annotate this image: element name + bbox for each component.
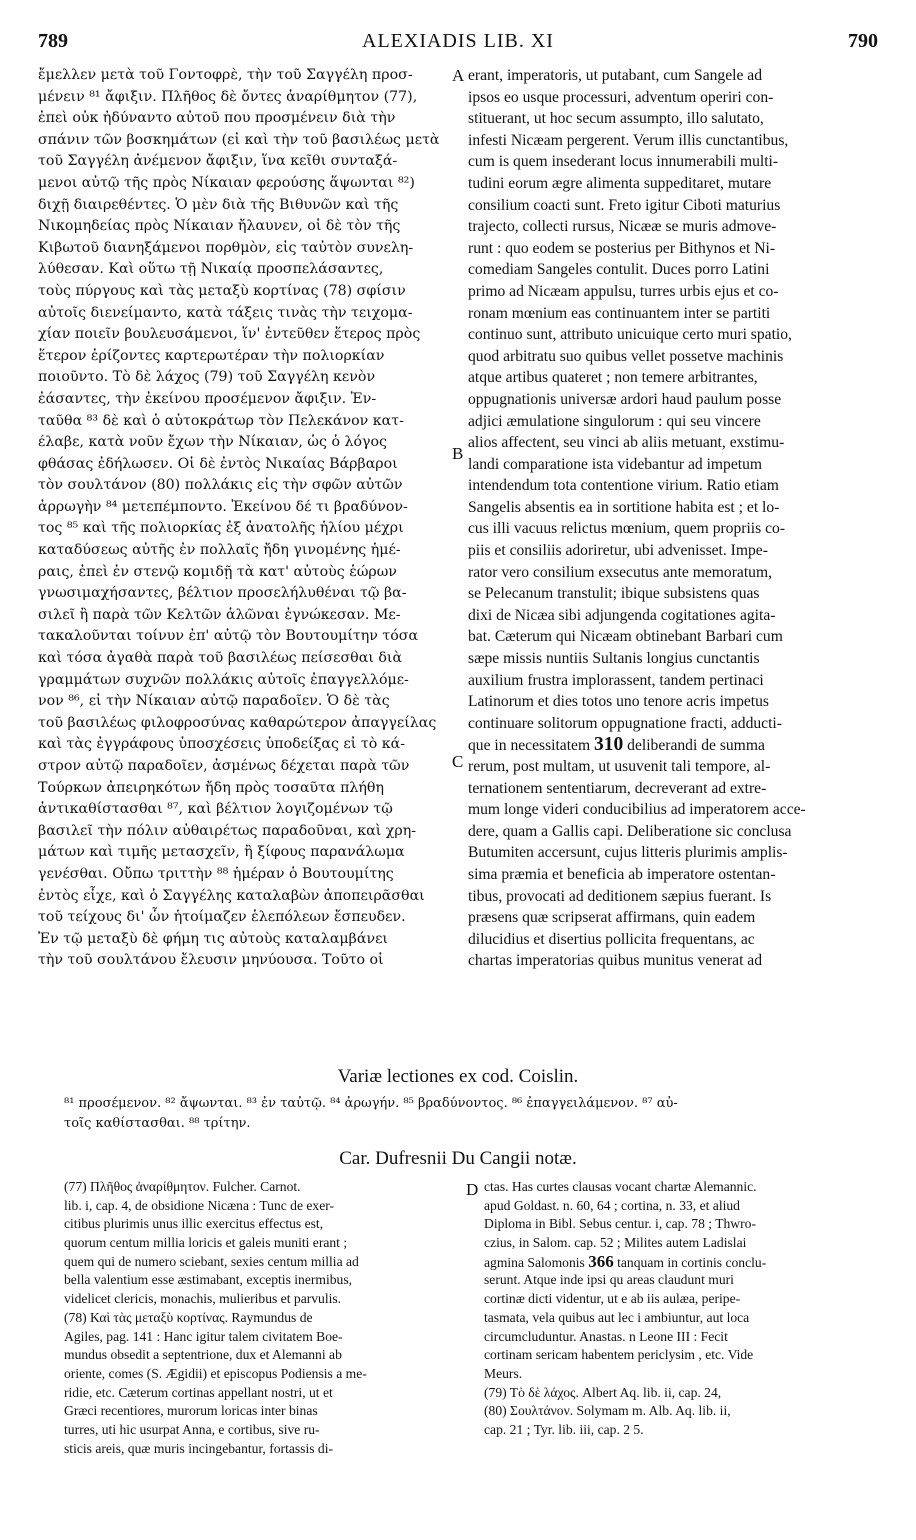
- variae-lectiones-list: [64, 1094, 884, 1134]
- latin-text-line: ipsos eo usque processuri, adventum operiri con-: [468, 88, 774, 106]
- latin-text-line: que in necessitatem 310 deliberandi de summa: [468, 734, 765, 756]
- note-line: quorum centum millia loricis et galeis muniti erant ;: [64, 1235, 348, 1251]
- latin-text-line: dere, quam a Gallis capi. Deliberatione sic conclusa: [468, 822, 792, 840]
- latin-text-line: landi comparatione ista videbantur ad impetum: [468, 455, 763, 473]
- latin-text-line: intendendum tota contentione virium. Ratio etiam: [468, 477, 779, 495]
- note-line: apud Goldast. n. 60, 64 ; cortina, n. 33, et aliud: [484, 1197, 740, 1213]
- cangii-notes-heading: Car. Dufresnii Du Cangii notæ.: [339, 1148, 577, 1169]
- greek-text-line: ποιοῦντο. Τὸ δὲ λάχος (79) τοῦ Σαγγέλη κενὸν: [38, 369, 376, 386]
- note-line: Diploma in Bibl. Sebus centur. i, cap. 78 ; Thwro-: [484, 1216, 756, 1232]
- notes-left-column: [64, 1178, 462, 1458]
- latin-text-line: Butumiten accersunt, cujus litteris plurimis amplis-: [468, 844, 788, 862]
- latin-text-line: se Pelecanum transtulit; ibique subsistens quas: [468, 585, 760, 603]
- latin-text-line: erant, imperatoris, ut putabant, cum Sangele ad: [468, 67, 763, 84]
- greek-text-line: Τούρκων ἀπειρηκότων ἤδη πρὸς τοσαῦτα πλήθη: [38, 779, 384, 796]
- note-line: czius, in Salom. cap. 52 ; Milites autem Ladislai: [484, 1235, 747, 1251]
- note-line: Græci recentiores, murorum loricas inter binas: [64, 1403, 318, 1419]
- greek-text-line: καὶ τόσα ἀγαθὰ παρὰ τοῦ βασιλέως πείσεσθαι διὰ: [38, 650, 403, 667]
- variant-reading-line: ⁸¹ προσέμενον. ⁸² ἄψωνται. ⁸³ ἐν ταὐτῷ. ⁸⁴ ἀρωγήν. ⁸⁵ βραδύνοντος. ⁸⁶ ἐπαγγειλάμενον. ⁸⁷ αὐ-: [64, 1096, 678, 1111]
- greek-text-line: τοῦ τείχους δι' ὧν ἡτοίμαζεν ἑλεπόλεων ἔσπευδεν.: [38, 909, 406, 926]
- greek-text-line: καταδύσεως αὐτῆς ἐν πολλαῖς ἤδη γινομένης ἡμέ-: [38, 542, 401, 559]
- greek-text-line: τὴν τοῦ σουλτάνου ἔλευσιν μηνύουσα. Τοῦτο οἱ: [38, 952, 384, 969]
- latin-text-line: sima præmia et beneficia ab imperatore ostentan-: [468, 865, 776, 883]
- latin-text-line: quod arbitratu suo quibus vellet possetve machinis: [468, 347, 784, 365]
- latin-text-line: rator vero consilium exsecutus ante memoratum,: [468, 563, 772, 581]
- greek-text-line: νον ⁸⁶, εἰ τὴν Νίκαιαν αὐτῷ παραδοῖεν. Ὁ δὲ τὰς: [38, 693, 390, 710]
- latin-text-line: Latinorum et dies totos uno tenore acris impetus: [468, 693, 769, 711]
- note-line: (78) Καὶ τὰς μεταξὺ κορτίνας. Raymundus de: [64, 1309, 313, 1325]
- latin-text-line: rerum, post multam, ut usuvenit tali tempore, al-: [468, 758, 771, 775]
- greek-text-line: τοὺς πύργους καὶ τὰς μεταξὺ κορτίνας (78) σφίσιν: [38, 282, 406, 299]
- note-line: (80) Σουλτάνον. Solymam m. Alb. Aq. lib. ii,: [484, 1403, 731, 1419]
- latin-text-line: comediam Sangeles contulit. Duces porro Latini: [468, 261, 770, 279]
- greek-text-line: αὐτοῖς διενείμαντο, κατὰ τάξεις τινὰς τὴν τειχομα-: [38, 304, 413, 321]
- latin-text-line: auxilium frustra implorassent, tandem pertinaci: [468, 671, 764, 689]
- note-line: videlicet clericis, monachis, mulieribus et parvulis.: [64, 1291, 342, 1307]
- latin-text-line: Sangelis absentis ea in sortitione habita est ; et lo-: [468, 498, 780, 516]
- latin-text-line: dilucidius et disertius pollicita frequentans, ac: [468, 930, 755, 948]
- latin-text-line: piis et consiliis adoriretur, ubi advenisset. Impe-: [468, 542, 768, 560]
- greek-text-line: γενέσθαι. Οὔπω τριττὴν ⁸⁸ ἡμέραν ὁ Βουτουμίτης: [38, 865, 394, 882]
- greek-text-line: ἐντὸς εἶχε, καὶ ὁ Σαγγέλης καταλαβὼν ἀποπειρᾶσθαι: [38, 887, 425, 904]
- greek-text-line: σπάνιν τῶν βοσκημάτων (εἰ καὶ τὴν τοῦ βασιλέως μετὰ: [38, 131, 440, 148]
- note-line: quem qui de numero sciebant, sexies centum millia ad: [64, 1253, 359, 1269]
- greek-text-line: Ἐν τῷ μεταξὺ δὲ φήμη τις αὐτοὺς καταλαμβάνει: [38, 930, 388, 947]
- running-title: ALEXIADIS LIB. XI: [362, 30, 554, 52]
- latin-text-line: dixi de Nicæa sibi adjungenda cogitationes agita-: [468, 606, 776, 624]
- greek-text-line: ἀρρωγὴν ⁸⁴ μετεπέμποντο. Ἐκείνου δέ τι βραδύνον-: [38, 498, 408, 515]
- greek-text-line: διχῇ διαιρεθέντες. Ὁ μὲν διὰ τῆς Βιθυνῶν καὶ τῆς: [38, 196, 399, 213]
- greek-text-line: ἐπεὶ οὐκ ἠδύναντο αὐτοῦ που προσμένειν διὰ τὴν: [38, 110, 396, 127]
- note-line: turres, uti hic usurpat Anna, e cortibus, sive ru-: [64, 1421, 320, 1437]
- greek-text-line: τοῦ βασιλέως φιλοφροσύνας καθαρώτερον ἀπαγγείλας: [38, 714, 437, 731]
- note-line: circumcluduntur. Anastas. n Leone III : Fecit: [484, 1328, 728, 1344]
- greek-text-line: τος ⁸⁵ καὶ τῆς πολιορκίας ἐξ ἀνατολῆς ἡλίου μέχρι: [38, 520, 404, 537]
- greek-text-line: καὶ τὰς ἐγγράφους ὑποσχέσεις ὑποδείξας εἰ τὸ κά-: [38, 736, 405, 753]
- greek-text-line: στρον αὐτῷ παραδοῖεν, ἀσμένως δέχεται παρὰ τῶν: [38, 758, 410, 774]
- latin-text-line: adjici æmulatione singulorum : qui seu vincere: [468, 412, 761, 430]
- latin-text-line: ronam mœnium eas continuantem inter se partiti: [468, 304, 771, 322]
- latin-text-line: cus illi vacuus relictus mœnium, quem propriis co-: [468, 520, 786, 538]
- note-line: cortinæ dicti videntur, ut e ab iis aulæa, peripe-: [484, 1291, 741, 1307]
- greek-text-line: ἔμελλεν μετὰ τοῦ Γοντοφρὲ, τὴν τοῦ Σαγγέλη προσ-: [38, 67, 413, 83]
- margin-marker-d: D: [466, 1180, 479, 1199]
- note-line: ctas. Has curtes clausas vocant chartæ Alemannic.: [484, 1179, 757, 1194]
- greek-text-line: ἀντικαθίστασθαι ⁸⁷, καὶ βέλτιον λογιζομένων τῷ: [38, 801, 393, 818]
- greek-text-line: τὸν σουλτάνον (80) πολλάκις εἰς τὴν σφῶν αὐτῶν: [38, 477, 403, 494]
- original-page-number: 310: [594, 734, 624, 756]
- greek-text-line: λύθεσαν. Καὶ οὕτω τῇ Νικαίᾳ προσπελάσαντες,: [38, 261, 384, 278]
- latin-text-line: primo ad Nicæam appulsu, turres urbis ejus et co-: [468, 282, 779, 300]
- latin-text-line: bat. Cæterum qui Nicæam obtinebant Barbari cum: [468, 628, 783, 646]
- latin-text-line: stituerant, ut hoc secum assumpto, illo salutato,: [468, 110, 764, 128]
- latin-text-line: ternationem sententiarum, decreverant ad extre-: [468, 779, 767, 797]
- page-number-right: 790: [848, 30, 878, 52]
- note-line: cap. 21 ; Tyr. lib. iii, cap. 2 5.: [484, 1421, 644, 1437]
- greek-text-line: τοῦ Σαγγέλη ἀνέμενον ἄφιξιν, ἵνα κεῖθι συνταξά-: [38, 153, 398, 170]
- latin-text-line: runt : quo eodem se posterius per Bithynos et Ni-: [468, 239, 776, 257]
- latin-text-line: oppugnationis universæ ardori haud paulum posse: [468, 390, 782, 408]
- note-line: sticis areis, quæ muris incingebantur, fortassis di-: [64, 1440, 334, 1456]
- latin-text-column: [468, 65, 880, 972]
- greek-text-line: φθάσας ἐδήλωσεν. Οἱ δὲ ἐντὸς Νικαίας Βάρβαροι: [38, 455, 398, 472]
- note-line: lib. i, cap. 4, de obsidione Nicæna : Tunc de exer-: [64, 1197, 335, 1213]
- greek-text-line: τακαλοῦνται τοίνυν ἐπ' αὐτῷ τὸν Βουτουμίτην τόσα: [38, 628, 419, 645]
- greek-text-line: ἐάσαντες, τὴν ἐκείνου προσέμενον ἄφιξιν. Ἐν-: [38, 390, 377, 407]
- page-number-left: 789: [38, 30, 68, 52]
- note-line: (77) Πλῆθος ἀναρίθμητον. Fulcher. Carnot.: [64, 1179, 301, 1194]
- latin-text-line: alios affectent, seu vinci ab aliis metuant, exstimu-: [468, 434, 785, 452]
- note-line: tasmata, vela quibus aut lec i ambiuntur, aut loca: [484, 1309, 750, 1325]
- margin-marker-a: A: [452, 66, 465, 85]
- greek-text-line: έλαβε, κατὰ νοῦν ἔχων τὴν Νίκαιαν, ὡς ὁ λόγος: [38, 434, 387, 451]
- greek-text-line: μάτων καὶ τιμῆς μετασχεῖν, ἢ ξίφους παρανάλωμα: [38, 844, 405, 861]
- greek-text-line: ραις, ἐπεὶ ἐν στενῷ κομιδῇ τὰ κατ' αὐτοὺς ἑώρων: [38, 563, 397, 580]
- notes-right-column: [484, 1178, 884, 1440]
- variant-reading-line: τοῖς καθίστασθαι. ⁸⁸ τρίτην.: [64, 1116, 251, 1131]
- note-line: agmina Salomonis 366 tanquam in cortinis conclu-: [484, 1252, 767, 1271]
- latin-text-line: consilium coacti sunt. Freto igitur Ciboti maturius: [468, 196, 781, 214]
- greek-text-line: χίαν ποιεῖν βουλευσάμενοι, ἵν' ἐντεῦθεν ἕτερος πρὸς: [38, 326, 421, 343]
- latin-text-line: cum is quem insederant locus innumerabili multi-: [468, 153, 779, 171]
- note-line: citibus plurimis unus illic exercitus effectus est,: [64, 1216, 324, 1232]
- greek-text-line: ἕτερον ἐρίζοντες καρτερωτέραν τὴν πολιορκίαν: [38, 347, 385, 364]
- note-line: (79) Τὸ δὲ λάχος. Albert Aq. lib. ii, cap. 24,: [484, 1384, 722, 1400]
- greek-text-line: Κιβωτοῦ διανηξάμενοι πορθμὸν, εἰς ταὐτὸν συνελη-: [38, 239, 414, 256]
- greek-text-line: γνωσιμαχήσαντες, βέλτιον προσελήλυθέναι τῷ βα-: [38, 585, 407, 602]
- note-line: Agiles, pag. 141 : Hanc igitur talem civitatem Boe-: [64, 1328, 343, 1344]
- note-line: Meurs.: [484, 1365, 523, 1381]
- latin-text-line: præsens quæ scripserat affirmans, quin eadem: [468, 909, 756, 927]
- latin-text-line: continuare solitorum oppugnatione fracti, adducti-: [468, 714, 782, 732]
- margin-marker-c: C: [452, 752, 464, 771]
- note-line: serunt. Atque inde ipsi qu areas claudunt muri: [484, 1272, 734, 1288]
- greek-text-line: ταῦθα ⁸³ δὲ καὶ ὁ αὐτοκράτωρ τὸν Πελεκάνον κατ-: [38, 412, 404, 429]
- greek-text-line: σιλεῖ ἢ παρὰ τῶν Κελτῶν ἁλῶναι ἐγνώκεσαν. Με-: [38, 606, 401, 623]
- note-line: oriente, comes (S. Ægidii) et episcopus Podiensis a me-: [64, 1365, 367, 1381]
- note-line: bella valentium esse æstimabant, exceptis inermibus,: [64, 1272, 353, 1288]
- greek-text-column: [38, 65, 458, 972]
- latin-text-line: atque artibus quateret ; non temere arbitrantes,: [468, 369, 758, 387]
- note-line: cortinam sericam habentem periclysim , etc. Vide: [484, 1347, 754, 1363]
- greek-text-line: Νικομηδείας πρὸς Νίκαιαν ἤλαυνεν, οἱ δὲ τὸν τῆς: [38, 218, 401, 235]
- note-line: mundus obsedit a septentrione, dux et Alemanni ab: [64, 1347, 342, 1363]
- note-line: ridie, etc. Cæterum cortinas appellant nostri, ut et: [64, 1384, 333, 1400]
- greek-text-line: γραμμάτων συχνῶν πολλάκις αὐτοῖς ἐπαγγελλόμε-: [38, 671, 409, 688]
- latin-text-line: mum longe videri conducibilius ad imperatorem acce-: [468, 801, 806, 819]
- latin-text-line: chartas imperatorias quibus munitus venerat ad: [468, 952, 763, 970]
- latin-text-line: tibus, provocati ad deditionem sæpius fuerant. Is: [468, 887, 772, 905]
- original-page-number: 366: [588, 1252, 614, 1271]
- latin-text-line: trajecto, collecti rursus, Nicææ se muris admove-: [468, 218, 777, 236]
- latin-text-line: tudini eorum ægre alimenta suppeditaret, mutare: [468, 174, 772, 192]
- greek-text-line: μένειν ⁸¹ ἄφιξιν. Πλῆθος δὲ ὄντες ἀναρίθμητον (77),: [38, 88, 418, 105]
- greek-text-line: μενοι αὐτῷ τῆς πρὸς Νίκαιαν φερούσης ἅψωνται ⁸²): [38, 174, 415, 191]
- margin-marker-b: B: [452, 444, 464, 463]
- page-header: [38, 30, 878, 62]
- latin-text-line: infesti Nicæam pergerent. Verum illis cunctantibus,: [468, 131, 789, 149]
- latin-text-line: sæpe missis nuntiis Sultanis longius cunctantis: [468, 650, 760, 668]
- latin-text-line: continuo sunt, attributo unicuique certo muri spatio,: [468, 326, 792, 344]
- greek-text-line: βασιλεῖ τὴν πόλιν αὐθαιρέτως παραδοῦναι, καὶ χρη-: [38, 822, 417, 839]
- variae-lectiones-heading: Variæ lectiones ex cod. Coislin.: [337, 1066, 579, 1087]
